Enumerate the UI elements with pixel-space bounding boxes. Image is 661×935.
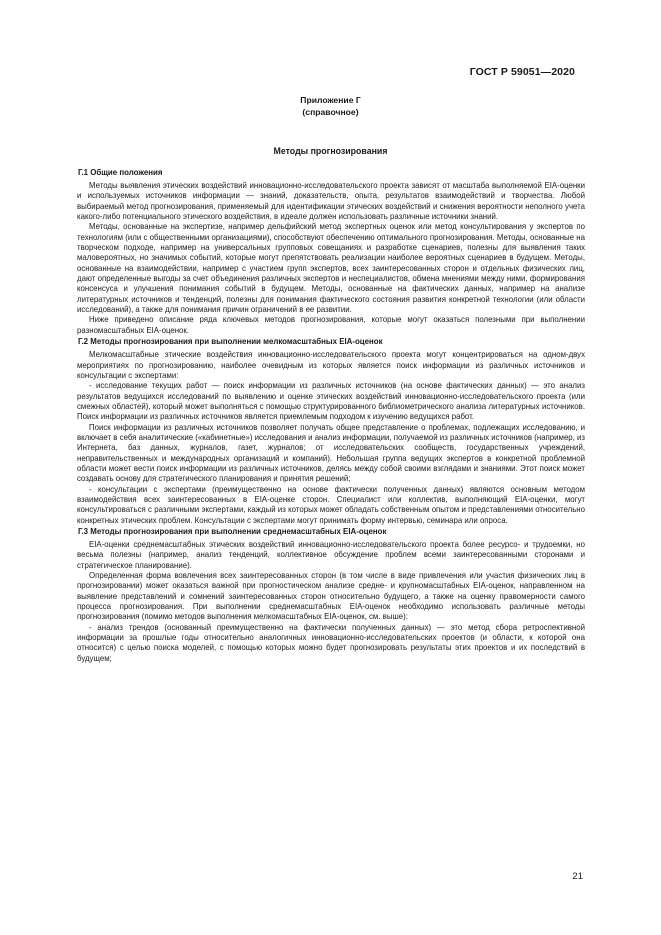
document-body bbox=[77, 167, 585, 664]
paragraph: Ниже приведено описание ряда ключевых методов прогнозирования, которые могут оказаться полезными при выполнении разномасштабных EIA-оценок. bbox=[77, 315, 585, 335]
appendix-label: Приложение Г bbox=[300, 95, 361, 105]
section-heading: Г.2 Методы прогнозирования при выполнении мелкомасштабных EIA-оценок bbox=[78, 337, 383, 347]
paragraph: Методы, основанные на экспертизе, например дельфийский метод экспертных оценок или метод консультирования у экспертов по технологиям (или с общественными организациями), способствуют обеспечению оптимального прогнозирования. Методы, основанные на творческом подходе, например на универсальных групповых совещаниях и разработке сценариев, полезны для выявления таких маловероятных, но значимых событий, которые могут препятствовать реализации наиболее вероятных сценариев в будущем. Методы, основанные на взаимодействии, например с участием групп экспертов, всех заинтересованных сторон и отдельных физических лиц, дают определенные выгоды за счет объединения различных экспертов и неспециалистов, обмена мнениями между ними, формирования консенсуса и улучшения понимания событий в будущем. Методы, основанные на фактических данных, например на анализе литературных источников и тенденций, полезны для понимания фактического состояния развития конкретной технологии (или области исследований), а также для понимания причин ограничений в ее развитии. bbox=[77, 222, 585, 315]
page-number: 21 bbox=[572, 871, 583, 882]
section-small-scale bbox=[77, 336, 585, 526]
paragraph: Поиск информации из различных источников позволяет получать общее представление о проблемах, подлежащих исследованию, и включает в себя аналитические («кабинетные») исследования и анализ информации, получаемой из различных источников (например, из Интернета, баз данных, журналов, газет, журналов; от исследовательских сообществ, государственных учреждений, неправительственных и международных организаций и компаний). Небольшая группа ведущих экспертов в конкретной проблемной области может вести поиск информации из различных источников, делясь между собой своими взглядами и знаниями. Этот поиск может создавать основу для стратегического планирования и принятия решений; bbox=[77, 422, 586, 484]
page-title: Методы прогнозирования bbox=[273, 146, 388, 156]
standard-id: ГОСТ Р 59051—2020 bbox=[469, 66, 575, 78]
section-heading: Г.3 Методы прогнозирования при выполнении среднемасштабных EIA-оценок bbox=[78, 527, 387, 536]
appendix-type: (справочное) bbox=[302, 107, 359, 117]
section-heading: Г.1 Общие положения bbox=[78, 168, 163, 177]
paragraph: Определенная форма вовлечения всех заинтересованных сторон (в том числе в виде привлечения или участия физических лиц в прогнозировании) может оказаться важной при прогностическом анализе средне- и крупномасштабных EIA-оценок, направленном на выявление представлений и сомнений заинтересованных сторон относительно будущего, а также на оценку правомерности самого процесса прогнозирования. При выполнении среднемасштабных EIA-оценок необходимо использовать различные методы прогнозирования (помимо методов выполнения мелкомасштабных EIA-оценок, см. выше): bbox=[77, 571, 585, 622]
section-general bbox=[77, 167, 585, 336]
list-item: - консультации с экспертами (преимущественно на основе фактически полученных данных) являются основным методом взаимодействия всех заинтересованных в EIA-оценке сторон. Специалист или коллектив, выполняющий EIA-оценки, могут консультироваться с различными экспертами, каждый из которых может обладать собственным опытом и представлениями относительно конкретных этических проблем. Консультации с экспертами могут принимать форму интервью, семинара или опроса. bbox=[77, 484, 585, 525]
paragraph: Методы выявления этических воздействий инновационно-исследовательского проекта зависят от масштаба выполняемой EIA-оценки и используемых источников информации — знаний, доказательств, опыта, результатов взаимодействий и творчества. Любой выбираемый метод прогнозирования, применяемый для идентификации этических воздействий и снижения вероятности неполного учета какого-либо потенциального этического воздействия, в идеале должен использовать различные источники знаний. bbox=[77, 181, 585, 222]
paragraph: Мелкомасштабные этические воздействия инновационно-исследовательского проекта могут концентрироваться на одном-двух мероприятиях по прогнозированию, наиболее очевидным из которых является поиск информации из различных источников и консультации с экспертами: bbox=[77, 350, 585, 380]
list-item: - анализ трендов (основанный преимущественно на фактически полученных данных) — это метод сбора ретроспективной информации за прошлые годы относительно аналогичных инновационно-исследовательских проектов (и области, к которой она относится) с целью поиска моделей, с помощью которых можно будет прогнозировать результаты этих проектов и их последствий в будущем; bbox=[77, 622, 585, 663]
paragraph: EIA-оценки среднемасштабных этических воздействий инновационно-исследовательского проекта более ресурсо- и трудоемки, но весьма полезны (например, анализ тенденций, коллективное обсуждение проблем всеми заинтересованными сторонами и стратегическое планирование). bbox=[77, 540, 585, 570]
section-medium-scale bbox=[77, 526, 585, 664]
appendix-heading bbox=[0, 94, 661, 118]
list-item: - исследование текущих работ — поиск информации из различных источников (на основе фактических данных) — это анализ результатов ведущихся исследований по выявлению и оценке этических воздействий инновационно-исследовательского проекта (или смежных областей), который может выполняться с помощью структурированного библиометрического анализа литературных источников. Поиск информации из различных источников является приемлемым подходом к изучению ведущихся работ. bbox=[77, 381, 585, 422]
